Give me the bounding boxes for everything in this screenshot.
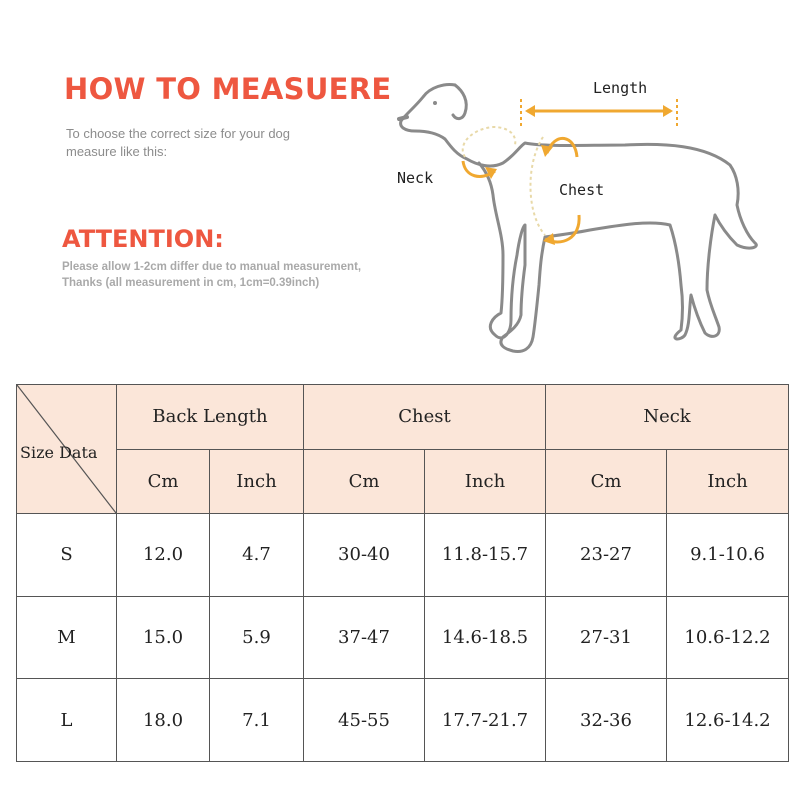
measure-instructions bbox=[66, 125, 366, 161]
table-cell: 23-27 bbox=[546, 514, 667, 597]
neck-label: Neck bbox=[397, 169, 434, 187]
table-cell: 45-55 bbox=[304, 679, 425, 762]
instructions-line-2: measure like this: bbox=[66, 144, 168, 159]
unit-chest-inch: Inch bbox=[425, 449, 546, 514]
dog-measurement-diagram bbox=[385, 65, 775, 365]
length-label: Length bbox=[593, 79, 648, 97]
table-cell: 30-40 bbox=[304, 514, 425, 597]
corner-label bbox=[20, 443, 97, 462]
attention-line-2: Thanks (all measurement in cm, 1cm=0.39inch) bbox=[62, 277, 320, 289]
length-arrowhead-right bbox=[663, 105, 673, 117]
size-cell: L bbox=[17, 679, 117, 762]
table-cell: 5.9 bbox=[210, 596, 304, 679]
attention-note bbox=[62, 259, 422, 291]
dog-eye bbox=[433, 101, 437, 105]
table-unit-row bbox=[17, 449, 789, 514]
page-title: HOW TO MEASUERE bbox=[64, 72, 392, 106]
size-cell: M bbox=[17, 596, 117, 679]
corner-data-label: Data bbox=[59, 443, 98, 462]
group-neck: Neck bbox=[546, 385, 789, 450]
chest-dotted-loop bbox=[530, 137, 545, 235]
table-cell: 12.6-14.2 bbox=[667, 679, 789, 762]
corner-size-label: Size bbox=[20, 443, 54, 462]
table-cell: 32-36 bbox=[546, 679, 667, 762]
table-cell: 11.8-15.7 bbox=[425, 514, 546, 597]
table-cell: 27-31 bbox=[546, 596, 667, 679]
chest-arrowhead-upper bbox=[541, 145, 553, 157]
size-cell: S bbox=[17, 514, 117, 597]
unit-back-length-cm: Cm bbox=[117, 449, 210, 514]
neck-dotted-loop bbox=[463, 127, 516, 157]
length-arrowhead-left bbox=[525, 105, 535, 117]
chest-label: Chest bbox=[559, 181, 605, 199]
unit-neck-inch: Inch bbox=[667, 449, 789, 514]
size-data-corner-cell bbox=[17, 385, 117, 514]
size-chart-table bbox=[16, 384, 789, 762]
table-cell: 37-47 bbox=[304, 596, 425, 679]
attention-line-1: Please allow 1-2cm differ due to manual measurement, bbox=[62, 261, 362, 273]
table-row bbox=[17, 514, 789, 597]
table-cell: 15.0 bbox=[117, 596, 210, 679]
table-row bbox=[17, 596, 789, 679]
group-chest: Chest bbox=[304, 385, 546, 450]
table-cell: 14.6-18.5 bbox=[425, 596, 546, 679]
dog-ear bbox=[453, 85, 466, 119]
table-cell: 17.7-21.7 bbox=[425, 679, 546, 762]
dog-nose bbox=[399, 117, 407, 119]
table-cell: 7.1 bbox=[210, 679, 304, 762]
dog-illustration bbox=[385, 65, 775, 365]
table-cell: 10.6-12.2 bbox=[667, 596, 789, 679]
table-cell: 9.1-10.6 bbox=[667, 514, 789, 597]
table-cell: 18.0 bbox=[117, 679, 210, 762]
table-header-row bbox=[17, 385, 789, 450]
table-row bbox=[17, 679, 789, 762]
group-back-length: Back Length bbox=[117, 385, 304, 450]
table-cell: 4.7 bbox=[210, 514, 304, 597]
unit-back-length-inch: Inch bbox=[210, 449, 304, 514]
unit-neck-cm: Cm bbox=[546, 449, 667, 514]
instructions-line-1: To choose the correct size for your dog bbox=[66, 126, 291, 141]
table-cell: 12.0 bbox=[117, 514, 210, 597]
attention-heading: ATTENTION: bbox=[62, 225, 224, 253]
unit-chest-cm: Cm bbox=[304, 449, 425, 514]
